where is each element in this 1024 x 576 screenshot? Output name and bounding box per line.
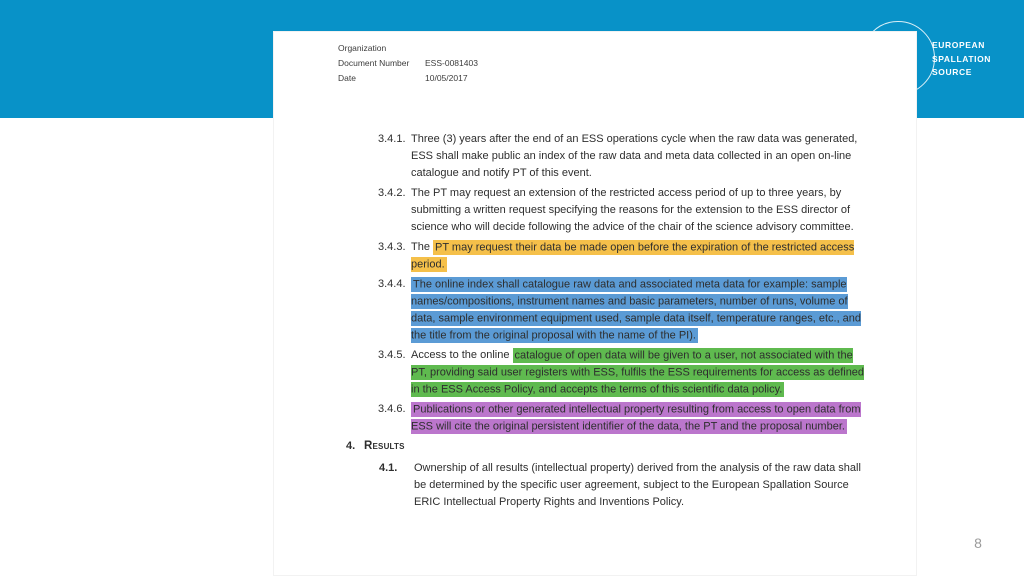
clause-number: 3.4.2. [378,187,406,199]
ess-logo-line: EUROPEAN [932,40,985,50]
meta-value: ESS-0081403 [425,58,478,68]
text-run: Results [364,440,405,452]
clause [274,276,918,344]
clause-number: 3.4.1. [378,133,406,145]
clause-text [411,131,869,182]
meta-label: Document Number [338,58,410,68]
clause-text [414,460,869,511]
clause-number: 3.4.5. [378,349,406,361]
section-heading [274,438,918,455]
clause-text [364,438,864,455]
text-run: The [411,241,434,253]
clause-text [411,276,869,344]
clause-number: 3.4.4. [378,278,406,290]
text-run: Ownership of all results (intellectual property) derived from the analysis of the raw data shall be determined by the specific user agreement, subject to the European Spallation Source ERIC Intellectual Property Rights and Inventions Policy. [414,462,861,508]
text-run: The PT may request an extension of the restricted access period of up to three years, by submitting a written request specifying the reasons for the extension to the ESS director of science who will decide following the advice of the chair of the science advisory committee. [411,187,854,233]
clause [274,131,918,182]
highlight-green: catalogue of open data will be given to a user, not associated with the PT, providing said user registers with ESS, fulfils the ESS requirements for access as defined in the ESS Access Policy, and accepts the terms of this scientific data policy. [411,349,865,395]
ess-logo-line: SOURCE [932,67,972,77]
highlight-purple: Publications or other generated intellectual property resulting from access to open data from ESS will cite the original persistent identifier of the data, the PT and the proposal number. [411,403,861,432]
document-meta [338,41,478,86]
meta-row-organization [338,41,478,56]
text-run: Access to the online [411,349,513,361]
document-page [273,31,917,576]
highlight-yellow: PT may request their data be made open before the expiration of the restricted access period. [411,241,855,270]
text-run: Three (3) years after the end of an ESS operations cycle when the raw data was generated, ESS shall make public an index of the raw data and meta data collected in an open on-line catalogue and notify PT of this event. [411,133,858,179]
ess-logo-line: SPALLATION [932,53,992,64]
clause-text [411,185,869,236]
clause [274,347,918,398]
meta-row-document-number [338,56,478,71]
highlight-blue: The online index shall catalogue raw data and associated meta data for example: sample names/compositions, instrument names and basic parameters, number of runs, volume of data, sample environment equipment used, sample data itself, temperature ranges, etc., and the title from the original proposal with the name of the PI). [411,278,862,341]
meta-label: Organization [338,43,387,53]
clause-text [411,239,869,273]
ess-logo-text [932,39,991,80]
clause-number: 3.4.3. [378,241,406,253]
clause [274,460,918,511]
clause-text [411,347,869,398]
clause-number: 4.1. [379,462,398,474]
document-clauses [274,131,918,514]
clause [274,239,918,273]
clause-number: 4. [346,440,356,452]
meta-value: 10/05/2017 [425,73,468,83]
meta-row-date [338,71,478,86]
clause [274,185,918,236]
meta-label: Date [338,73,356,83]
clause-text [411,401,869,435]
page-number: 8 [974,535,982,551]
clause-number: 3.4.6. [378,403,406,415]
clause [274,401,918,435]
